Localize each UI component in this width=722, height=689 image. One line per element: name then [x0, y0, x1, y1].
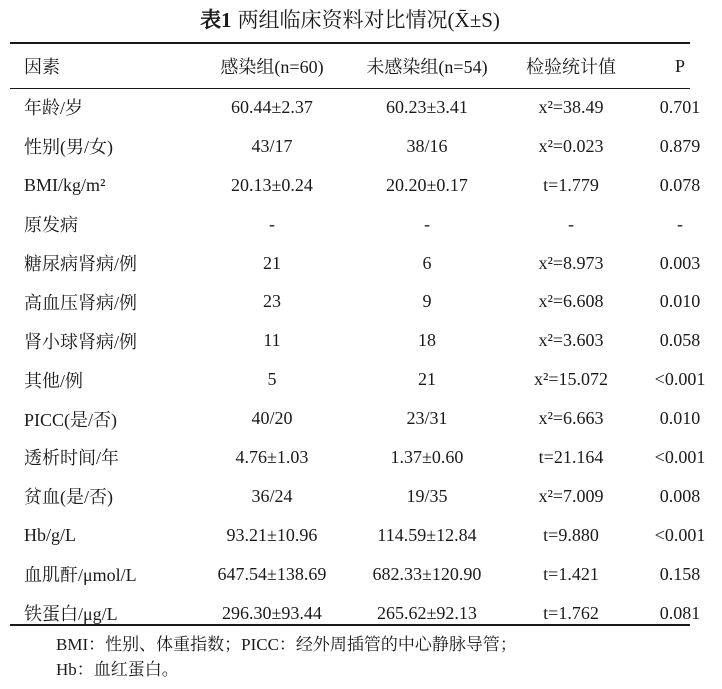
- row-non-infected-value: 265.62±92.13: [377, 602, 477, 623]
- row-p-value: 0.701: [659, 96, 701, 117]
- footnote-line-1: BMI：性别、体重指数；PICC：经外周插管的中心静脉导管；: [56, 635, 517, 654]
- row-non-infected-value: 19/35: [406, 485, 448, 506]
- row-p-value: 0.010: [659, 408, 701, 429]
- row-non-infected-value: 20.20±0.17: [386, 174, 468, 195]
- row-p-value: 0.008: [659, 485, 701, 506]
- row-test-statistic: t=21.164: [538, 446, 604, 467]
- table-row: [10, 360, 722, 399]
- table-row: [10, 477, 722, 516]
- row-test-statistic: x²=6.608: [538, 291, 604, 312]
- table-number: 表1: [200, 8, 232, 32]
- row-test-statistic: t=1.779: [543, 174, 599, 195]
- row-infected-value: 647.54±138.69: [217, 563, 327, 584]
- row-p-value: 0.003: [659, 252, 701, 273]
- row-p-value: <0.001: [654, 524, 706, 545]
- row-p-value: -: [677, 213, 683, 234]
- row-factor: 性别(男/女): [24, 137, 113, 158]
- row-factor: 高血压肾病/例: [24, 292, 138, 313]
- row-non-infected-value: 60.23±3.41: [386, 96, 468, 117]
- table-body: [10, 88, 722, 632]
- row-infected-value: 21: [263, 252, 281, 273]
- row-factor: 血肌酐/μmol/L: [24, 565, 137, 586]
- header-factor: 因素: [24, 57, 60, 77]
- table-row: [10, 88, 722, 127]
- header-p-value: P: [674, 55, 685, 76]
- table-row: [10, 516, 722, 555]
- row-test-statistic: t=9.880: [543, 524, 599, 545]
- row-p-value: <0.001: [654, 446, 706, 467]
- row-p-value: 0.081: [659, 602, 701, 623]
- table-row: [10, 438, 722, 477]
- row-non-infected-value: 23/31: [406, 408, 448, 429]
- table-row: [10, 321, 722, 360]
- table-row: [10, 399, 722, 438]
- row-test-statistic: -: [568, 213, 574, 234]
- row-factor: 透析时间/年: [24, 448, 120, 469]
- row-test-statistic: x²=0.023: [538, 135, 604, 156]
- row-infected-value: 4.76±1.03: [235, 446, 309, 467]
- row-non-infected-value: 6: [422, 252, 432, 273]
- footnote-line-2: Hb：血红蛋白。: [56, 660, 179, 679]
- row-non-infected-value: 114.59±12.84: [377, 524, 477, 545]
- header-infected-group: 感染组(n=60): [220, 57, 324, 77]
- row-p-value: <0.001: [654, 369, 706, 390]
- row-factor: 肾小球肾病/例: [24, 331, 138, 352]
- row-factor: 其他/例: [24, 370, 84, 391]
- table-row: [10, 555, 722, 594]
- row-factor: 糖尿病肾病/例: [24, 254, 138, 274]
- row-factor: 年龄/岁: [24, 98, 84, 119]
- row-non-infected-value: 682.33±120.90: [372, 563, 482, 584]
- row-factor: 铁蛋白/μg/L: [24, 604, 118, 625]
- row-non-infected-value: 38/16: [406, 135, 448, 156]
- row-p-value: 0.058: [659, 330, 701, 351]
- row-test-statistic: x²=15.072: [533, 369, 609, 390]
- row-infected-value: 296.30±93.44: [222, 602, 322, 623]
- row-non-infected-value: 1.37±0.60: [390, 446, 464, 467]
- table-row: [10, 244, 722, 283]
- row-infected-value: 23: [263, 291, 281, 312]
- row-test-statistic: t=1.421: [543, 563, 599, 584]
- row-infected-value: 93.21±10.96: [226, 524, 318, 545]
- row-non-infected-value: 9: [422, 291, 432, 312]
- row-infected-value: -: [269, 213, 275, 234]
- table-row: [10, 166, 722, 205]
- row-p-value: 0.158: [659, 563, 701, 584]
- table-caption: 两组临床资料对比情况(X̄±S): [237, 8, 500, 32]
- row-non-infected-value: -: [424, 213, 430, 234]
- row-p-value: 0.010: [659, 291, 701, 312]
- table-row: [10, 127, 722, 166]
- table-footnote: [56, 632, 686, 682]
- table-header-row: [10, 44, 722, 88]
- bottom-rule: [10, 624, 690, 626]
- row-p-value: 0.078: [659, 174, 701, 195]
- row-factor: PICC(是/否): [24, 409, 118, 430]
- table-row: [10, 205, 722, 244]
- row-non-infected-value: 18: [418, 330, 436, 351]
- row-p-value: 0.879: [659, 135, 701, 156]
- row-factor: BMI/kg/m²: [24, 174, 106, 195]
- row-non-infected-value: 21: [418, 369, 436, 390]
- row-factor: Hb/g/L: [24, 524, 76, 545]
- row-test-statistic: x²=3.603: [538, 330, 604, 351]
- header-non-infected-group: 未感染组(n=54): [366, 57, 488, 77]
- table-row: [10, 594, 722, 633]
- row-infected-value: 5: [267, 369, 277, 390]
- row-factor: 原发病: [24, 215, 78, 236]
- row-test-statistic: x²=8.973: [538, 252, 604, 273]
- row-infected-value: 11: [263, 330, 281, 351]
- row-test-statistic: x²=38.49: [538, 96, 604, 117]
- row-infected-value: 40/20: [251, 408, 293, 429]
- row-factor: 贫血(是/否): [24, 487, 113, 508]
- row-infected-value: 20.13±0.24: [231, 174, 313, 195]
- row-infected-value: 36/24: [251, 485, 293, 506]
- row-test-statistic: x²=7.009: [538, 485, 604, 506]
- clinical-data-table: [10, 44, 722, 632]
- header-test-statistic: 检验统计值: [526, 57, 616, 77]
- table-row: [10, 282, 722, 321]
- table-title: [0, 6, 700, 34]
- row-test-statistic: x²=6.663: [538, 408, 604, 429]
- row-infected-value: 43/17: [251, 135, 293, 156]
- row-infected-value: 60.44±2.37: [231, 96, 313, 117]
- row-test-statistic: t=1.762: [543, 602, 599, 623]
